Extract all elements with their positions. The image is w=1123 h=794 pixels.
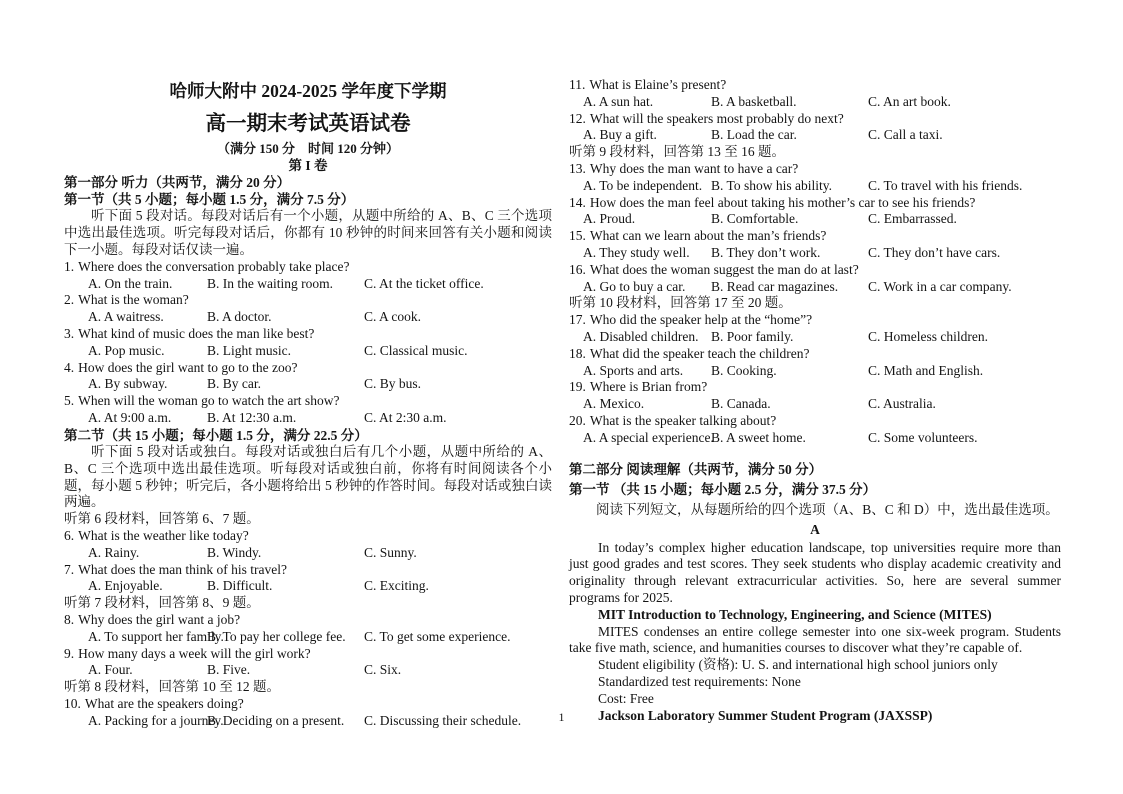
option-b: B. Comfortable. xyxy=(711,211,799,227)
question-number: 7. xyxy=(64,561,75,577)
option-c: C. Math and English. xyxy=(868,362,984,378)
question-text-line xyxy=(64,360,552,377)
question-number: 11. xyxy=(569,77,586,92)
question-item xyxy=(569,161,1061,195)
question-text: Where does the conversation probably take place? xyxy=(78,258,350,274)
question-text-line xyxy=(569,262,1061,279)
question-text-line xyxy=(569,346,1061,363)
option-b: B. To show his ability. xyxy=(711,177,832,193)
option-b: B. They don’t work. xyxy=(711,244,821,260)
question-number: 6. xyxy=(64,527,75,543)
question-text: How many days a week will the girl work? xyxy=(78,645,311,661)
option-c: C. By bus. xyxy=(364,376,422,392)
options-row xyxy=(569,178,1061,195)
question-number: 10. xyxy=(64,695,81,711)
option-c: C. Some volunteers. xyxy=(868,429,978,445)
option-a: A. At 9:00 a.m. xyxy=(88,409,172,425)
passage-paragraph: MITES condenses an entire college semester into one six-week program. Students take five math, science, and humanities courses to discover what they’re capable of. xyxy=(569,623,1061,656)
option-a: A. Proud. xyxy=(583,211,636,227)
options-row xyxy=(569,430,1061,447)
material-instruction: 听第 6 段材料，回答第 6、7 题。 xyxy=(64,511,260,527)
program-title-line: MIT Introduction to Technology, Engineering, and Science (MITES) xyxy=(598,606,992,622)
option-c: C. Sunny. xyxy=(364,544,417,560)
question-item xyxy=(64,393,552,427)
question-item xyxy=(569,413,1061,447)
question-text-line xyxy=(64,259,552,276)
option-b: B. Five. xyxy=(207,662,251,678)
question-item xyxy=(569,195,1061,229)
option-c: C. Exciting. xyxy=(364,578,429,594)
left-column-content xyxy=(64,174,552,730)
option-c: C. Six. xyxy=(364,662,402,678)
question-text: How does the man feel about taking his mother’s car to see his friends? xyxy=(589,194,976,210)
question-text: How does the girl want to go to the zoo? xyxy=(78,359,298,375)
question-text: Where is Brian from? xyxy=(589,379,708,395)
option-c: C. To travel with his friends. xyxy=(868,177,1023,193)
option-b: B. Deciding on a present. xyxy=(207,712,345,728)
question-number: 12. xyxy=(569,110,586,126)
option-c: C. Call a taxi. xyxy=(868,127,943,143)
question-text: What are the speakers doing? xyxy=(84,695,244,711)
question-text-line xyxy=(569,195,1061,212)
question-number: 1. xyxy=(64,258,75,274)
question-text: What does the woman suggest the man do at last? xyxy=(589,261,859,277)
question-number: 13. xyxy=(569,160,586,176)
option-b: B. Read car magazines. xyxy=(711,278,839,294)
question-item xyxy=(64,562,552,596)
exam-volume-label: 第 I 卷 xyxy=(288,158,328,173)
left-column xyxy=(64,80,552,730)
passage-label: A xyxy=(810,521,820,537)
option-a: A. Disabled children. xyxy=(583,328,699,344)
question-number: 15. xyxy=(569,228,586,244)
question-item xyxy=(569,346,1061,380)
exam-paper-title: 高一期末考试英语试卷 xyxy=(205,113,411,135)
option-a: A. Go to buy a car. xyxy=(583,278,686,294)
options-row xyxy=(569,94,1061,111)
section-heading: 第一节 （共 15 小题；每小题 2.5 分，满分 37.5 分） xyxy=(569,481,877,497)
question-number: 4. xyxy=(64,359,75,375)
options-row xyxy=(569,245,1061,262)
program-title-line: Jackson Laboratory Summer Student Program (JAXSSP) xyxy=(598,707,933,723)
option-a: A. Packing for a journey. xyxy=(88,712,224,728)
question-number: 20. xyxy=(569,412,586,428)
question-text-line xyxy=(569,111,1061,128)
options-row xyxy=(64,662,552,679)
option-b: B. A doctor. xyxy=(207,309,272,325)
question-text-line xyxy=(64,528,552,545)
option-b: B. Windy. xyxy=(207,544,262,560)
question-text: What will the speakers most probably do next? xyxy=(589,110,844,126)
question-text: Why does the girl want a job? xyxy=(78,611,241,627)
option-a: A. Buy a gift. xyxy=(583,127,657,143)
option-c: C. Classical music. xyxy=(364,342,468,358)
question-text-line xyxy=(64,326,552,343)
question-text: What does the man think of his travel? xyxy=(78,561,287,577)
question-text-line xyxy=(569,228,1061,245)
question-item xyxy=(64,646,552,680)
exam-score-time-line: （满分 150 分 时间 120 分钟） xyxy=(216,141,399,156)
passage-paragraph: In today’s complex higher education landscape, top universities require more than just good grades and test scores. They seek students who display academic creativity and originality through relevant extracurricular activities. So, here are several summer programs for 2025. xyxy=(569,539,1061,605)
question-text: What can we learn about the man’s friends? xyxy=(589,228,827,244)
right-column xyxy=(569,77,1061,724)
question-text: Who did the speaker help at the “home”? xyxy=(589,312,813,328)
material-instruction: 听第 7 段材料，回答第 8、9 题。 xyxy=(64,595,260,611)
question-number: 19. xyxy=(569,379,586,395)
section-instructions: 听下面 5 段对话。每段对话后有一个小题，从题中所给的 A、B、C 三个选项中选出最佳选项。听完每段对话后，你都有 10 秒钟的时间来回答有关小题和阅读下一小题。每段对话仅读一遍。 xyxy=(64,208,552,257)
question-item xyxy=(569,111,1061,145)
option-b: B. Difficult. xyxy=(207,578,273,594)
question-number: 3. xyxy=(64,325,75,341)
option-b: B. In the waiting room. xyxy=(207,275,333,291)
options-row xyxy=(64,410,552,427)
question-text: What did the speaker teach the children? xyxy=(589,345,810,361)
option-c: C. An art book. xyxy=(868,93,951,109)
option-c: C. Homeless children. xyxy=(868,328,988,344)
question-item xyxy=(64,612,552,646)
question-number: 16. xyxy=(569,261,586,277)
question-item xyxy=(569,312,1061,346)
question-number: 9. xyxy=(64,645,75,661)
option-a: A. A waitress. xyxy=(88,309,164,325)
option-c: C. At 2:30 a.m. xyxy=(364,409,447,425)
question-item xyxy=(569,262,1061,296)
question-text: What kind of music does the man like best? xyxy=(78,325,315,341)
question-number: 17. xyxy=(569,312,586,328)
option-b: B. A sweet home. xyxy=(711,429,806,445)
material-instruction: 听第 9 段材料，回答第 13 至 16 题。 xyxy=(569,144,785,160)
question-item xyxy=(569,228,1061,262)
options-row xyxy=(569,279,1061,296)
option-c: C. To get some experience. xyxy=(364,628,511,644)
program-detail-line: Cost: Free xyxy=(598,690,654,706)
option-a: A. To be independent. xyxy=(583,177,703,193)
part-heading: 第一部分 听力（共两节，满分 20 分） xyxy=(64,175,291,190)
question-text-line xyxy=(569,413,1061,430)
options-row xyxy=(569,127,1061,144)
question-text-line xyxy=(569,77,1061,94)
options-row xyxy=(569,211,1061,228)
question-text-line xyxy=(569,161,1061,178)
question-text-line xyxy=(64,562,552,579)
option-a: A. On the train. xyxy=(88,275,173,291)
section-heading: 第一节（共 5 小题；每小题 1.5 分，满分 7.5 分） xyxy=(64,192,355,208)
options-row xyxy=(64,629,552,646)
option-a: A. Mexico. xyxy=(583,396,645,412)
option-b: B. Cooking. xyxy=(711,362,777,378)
option-c: C. Work in a car company. xyxy=(868,278,1012,294)
material-instruction: 听第 8 段材料，回答第 10 至 12 题。 xyxy=(64,679,280,695)
question-text: Why does the man want to have a car? xyxy=(589,160,799,176)
question-item xyxy=(64,292,552,326)
question-number: 8. xyxy=(64,611,75,627)
question-item xyxy=(569,77,1061,111)
options-row xyxy=(64,276,552,293)
option-a: A. By subway. xyxy=(88,376,168,392)
options-row xyxy=(64,309,552,326)
section-heading: 第二节（共 15 小题；每小题 1.5 分，满分 22.5 分） xyxy=(64,427,368,443)
material-instruction: 听第 10 段材料，回答第 17 至 20 题。 xyxy=(569,295,792,311)
page-number: 1 xyxy=(558,710,565,724)
option-c: C. A cook. xyxy=(364,309,422,325)
option-a: A. Four. xyxy=(88,662,133,678)
options-row xyxy=(64,545,552,562)
option-a: A. They study well. xyxy=(583,244,690,260)
exam-school-title: 哈师大附中 2024-2025 学年度下学期 xyxy=(169,81,447,101)
option-a: A. Enjoyable. xyxy=(88,578,163,594)
options-row xyxy=(64,578,552,595)
question-text-line xyxy=(64,646,552,663)
option-b: B. Canada. xyxy=(711,396,771,412)
program-detail-line: Standardized test requirements: None xyxy=(598,673,801,689)
question-text: What is the woman? xyxy=(78,292,189,308)
question-number: 2. xyxy=(64,292,75,308)
part-heading: 第二部分 阅读理解（共两节，满分 50 分） xyxy=(569,461,823,477)
question-text: What is the speaker talking about? xyxy=(589,412,777,428)
question-text-line xyxy=(569,379,1061,396)
question-item xyxy=(64,259,552,293)
option-c: C. At the ticket office. xyxy=(364,275,484,291)
question-item xyxy=(64,360,552,394)
options-row xyxy=(569,396,1061,413)
option-a: A. To support her family. xyxy=(88,628,224,644)
question-number: 18. xyxy=(569,345,586,361)
option-b: B. A basketball. xyxy=(711,93,797,109)
option-a: A. Sports and arts. xyxy=(583,362,684,378)
right-column-content xyxy=(569,77,1061,724)
question-item xyxy=(569,379,1061,413)
option-b: B. Load the car. xyxy=(711,127,797,143)
question-text: What is the weather like today? xyxy=(78,527,249,543)
option-a: A. Rainy. xyxy=(88,544,140,560)
question-text-line xyxy=(64,292,552,309)
option-a: A. Pop music. xyxy=(88,342,165,358)
option-a: A. A special experience. xyxy=(583,429,714,445)
question-text-line xyxy=(64,393,552,410)
options-row xyxy=(569,329,1061,346)
options-row xyxy=(64,376,552,393)
option-c: C. Australia. xyxy=(868,396,936,412)
option-b: B. At 12:30 a.m. xyxy=(207,409,297,425)
option-c: C. Discussing their schedule. xyxy=(364,712,522,728)
option-b: B. Poor family. xyxy=(711,328,794,344)
options-row xyxy=(64,343,552,360)
option-c: C. Embarrassed. xyxy=(868,211,957,227)
question-item xyxy=(64,326,552,360)
question-text: When will the woman go to watch the art show? xyxy=(78,393,340,409)
options-row xyxy=(569,363,1061,380)
section-instructions: 听下面 5 段对话或独白。每段对话或独白后有几个小题，从题中所给的 A、B、C 三个选项中选出最佳选项。听每段对话或独白前，你将有时间阅读各个小题，每小题 5 秒钟；听完后，各小题将给出 5 秒钟的作答时间。每段对话或独白读两遍。 xyxy=(64,443,552,510)
section-instructions: 阅读下列短文，从每题所给的四个选项（A、B、C 和 D）中，选出最佳选项。 xyxy=(596,501,1059,517)
question-item xyxy=(64,528,552,562)
option-b: B. To pay her college fee. xyxy=(207,628,346,644)
question-text-line xyxy=(569,312,1061,329)
option-b: B. Light music. xyxy=(207,342,291,358)
question-number: 5. xyxy=(64,393,75,409)
question-text-line xyxy=(64,612,552,629)
option-b: B. By car. xyxy=(207,376,261,392)
program-detail-line: Student eligibility (资格): U. S. and international high school juniors only xyxy=(598,657,998,673)
option-a: A. A sun hat. xyxy=(583,93,654,109)
option-c: C. They don’t have cars. xyxy=(868,244,1001,260)
question-text: What is Elaine’s present? xyxy=(589,77,727,92)
question-number: 14. xyxy=(569,194,586,210)
